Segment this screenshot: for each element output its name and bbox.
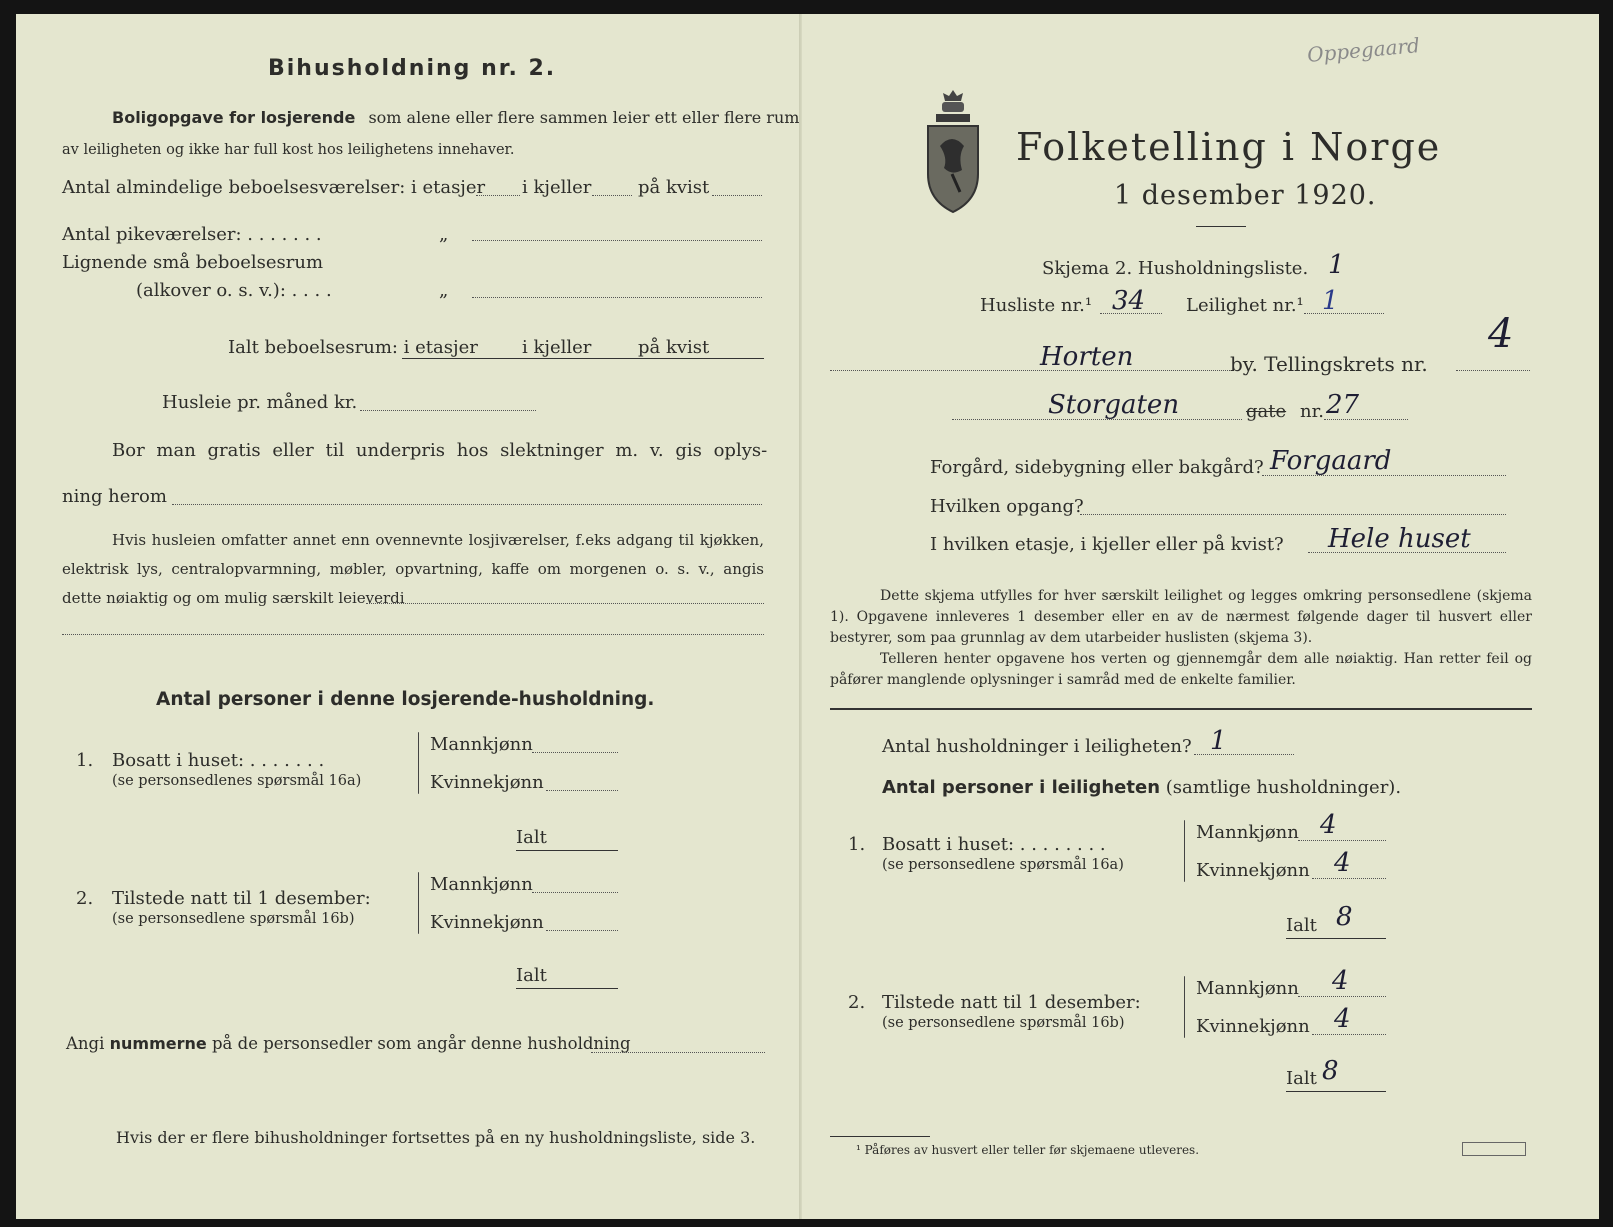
q1-ialt-field[interactable] — [1286, 938, 1386, 939]
angi-field[interactable] — [591, 1052, 765, 1053]
q2-sub: (se personsedlene spørsmål 16b) — [882, 1015, 1125, 1031]
q2-num: 2. — [848, 992, 866, 1013]
leilighet-label: Leilighet nr.¹ — [1186, 295, 1304, 316]
q1-kvinne-label: Kvinnekjønn — [1196, 860, 1310, 881]
q1-mann-label: Mannkjønn — [430, 734, 533, 755]
q1-mann-field[interactable] — [1298, 840, 1386, 841]
krets-field[interactable] — [1456, 370, 1530, 371]
q1-mann-value: 4 — [1320, 810, 1337, 840]
bor-line1: Bor man gratis eller til underpris hos slektninger m. v. gis oplys- — [112, 440, 768, 461]
pike-label: Antal pikeværelser: . . . . . . . — [62, 224, 322, 245]
census-date: 1 desember 1920. — [1114, 180, 1377, 211]
q1-brace — [1184, 820, 1185, 882]
q2-mann-value: 4 — [1332, 966, 1349, 996]
ialt-rooms-label: Ialt beboelsesrum: i etasjer — [228, 337, 478, 358]
main-title: Folketelling i Norge — [1016, 125, 1442, 169]
q1-sub: (se personsedlene spørsmål 16a) — [882, 857, 1124, 873]
q1-num: 1. — [848, 834, 866, 855]
q1-ialt-field[interactable] — [516, 850, 618, 851]
q2-mann-label: Mannkjønn — [430, 874, 533, 895]
antal-line: Antal personer i leiligheten (samtlige husholdninger). — [882, 777, 1402, 798]
info-paragraph-2: Telleren henter opgavene hos verten og gjennemgår dem alle nøiaktig. Han retter feil og påfører manglende oplysninger i samråd med de enkelte familier. — [830, 651, 1532, 688]
q2-kvinne-label: Kvinnekjønn — [430, 912, 544, 933]
husholdninger-field[interactable] — [1194, 754, 1294, 755]
hvis-field-2[interactable] — [62, 634, 764, 635]
leilighet-field[interactable] — [1304, 313, 1384, 314]
corner-pencil-note: Oppegaard — [1306, 33, 1421, 67]
info-paragraph-1: Dette skjema utfylles for hver særskilt leilighet og legges omkring personsedlene (skjema 1). Opgavene innleveres 1 desember eller en av de nærmest følgende dager til husvert eller bestyrer, som paa grunnlag av dem utarbeider huslisten (skjema 3). — [830, 588, 1532, 646]
forgaard-value: Forgaard — [1270, 446, 1392, 476]
lignende-label: Lignende små beboelsesrum — [62, 252, 324, 273]
ditto-mark: „ — [439, 280, 449, 301]
intro-line1: Boligopgave for losjerende som alene eller flere sammen leier ett eller flere rum — [112, 108, 800, 127]
angi-line: Angi nummerne på de personsedler som angår denne husholdning — [66, 1034, 631, 1053]
q1-sub: (se personsedlenes spørsmål 16a) — [112, 773, 362, 789]
printer-stamp — [1462, 1142, 1526, 1156]
husleie-field[interactable] — [360, 410, 536, 411]
q2-kvinne-label: Kvinnekjønn — [1196, 1016, 1310, 1037]
rooms-kjeller-label: i kjeller — [522, 177, 592, 198]
q1-kvinne-value: 4 — [1334, 848, 1351, 878]
by-value: Horten — [1040, 342, 1134, 372]
ialt-kjeller-label: i kjeller — [522, 337, 592, 358]
q1-num: 1. — [76, 750, 94, 771]
q2-mann-label: Mannkjønn — [1196, 978, 1299, 999]
q1-kvinne-field[interactable] — [1312, 878, 1386, 879]
q2-kvinne-field[interactable] — [1312, 1034, 1386, 1035]
etasje-label: I hvilken etasje, i kjeller eller på kvist? — [930, 534, 1284, 555]
ialt-rooms-underline — [402, 358, 764, 359]
krets-value: 4 — [1488, 311, 1514, 357]
q2-label: Tilstede natt til 1 desember: — [112, 888, 371, 909]
q2-mann-field[interactable] — [532, 892, 618, 893]
q2-label: Tilstede natt til 1 desember: — [882, 992, 1141, 1013]
q2-kvinne-value: 4 — [1334, 1004, 1351, 1034]
husholdninger-label: Antal husholdninger i leiligheten? — [882, 736, 1192, 757]
husliste-label: Husliste nr.¹ — [980, 295, 1093, 316]
q2-brace — [1184, 976, 1185, 1038]
alkover-label: (alkover o. s. v.): . . . . — [136, 280, 332, 301]
ialt-kvist-label: på kvist — [638, 337, 710, 358]
ditto-mark: „ — [439, 224, 449, 245]
left-page — [16, 14, 802, 1219]
rooms-etasjer-field[interactable] — [476, 195, 520, 196]
by-field[interactable] — [830, 370, 1230, 371]
info-rule — [830, 708, 1532, 710]
q2-kvinne-field[interactable] — [546, 930, 618, 931]
etasje-value: Hele huset — [1328, 524, 1471, 554]
hvis-field[interactable] — [366, 603, 764, 604]
rooms-kvist-label: på kvist — [638, 177, 710, 198]
skjema-label: Skjema 2. Husholdningsliste. — [1042, 258, 1309, 279]
title-rule — [1196, 226, 1246, 227]
opgang-field[interactable] — [1080, 514, 1506, 515]
right-page — [802, 14, 1599, 1219]
nr-value: 27 — [1326, 390, 1360, 420]
antal-heading: Antal personer i denne losjerende-husholdning. — [156, 689, 655, 710]
q2-ialt-label: Ialt — [1286, 1068, 1317, 1089]
husleie-label: Husleie pr. måned kr. — [162, 392, 358, 413]
q2-mann-field[interactable] — [1298, 996, 1386, 997]
q1-ialt-label: Ialt — [516, 827, 547, 848]
pike-field[interactable] — [472, 240, 762, 241]
by-label: by. Tellingskrets nr. — [1230, 352, 1428, 376]
q2-num: 2. — [76, 888, 94, 909]
q2-ialt-label: Ialt — [516, 965, 547, 986]
footnote: ¹ Påføres av husvert eller teller før skjemaene utleveres. — [856, 1143, 1200, 1157]
skjema-value: 1 — [1328, 250, 1345, 280]
q1-label: Bosatt i huset: . . . . . . . — [112, 750, 325, 771]
q1-kvinne-field[interactable] — [546, 790, 618, 791]
nr-label: nr. — [1300, 401, 1324, 422]
gate-value: Storgaten — [1048, 390, 1180, 420]
left-footer: Hvis der er flere bihusholdninger fortsettes på en ny husholdningsliste, side 3. — [116, 1128, 756, 1147]
q1-ialt-value: 8 — [1336, 902, 1353, 932]
rooms-kjeller-field[interactable] — [592, 195, 632, 196]
husholdninger-value: 1 — [1210, 726, 1227, 756]
q1-mann-field[interactable] — [532, 752, 618, 753]
q1-brace — [418, 732, 419, 794]
bor-field[interactable] — [172, 504, 762, 505]
intro-line2: av leiligheten og ikke har full kost hos leilighetens innehaver. — [62, 142, 515, 158]
q2-sub: (se personsedlene spørsmål 16b) — [112, 911, 355, 927]
bihusholdning-title: Bihusholdning nr. 2. — [268, 56, 557, 81]
q2-ialt-field[interactable] — [516, 988, 618, 989]
q1-ialt-label: Ialt — [1286, 915, 1317, 936]
q1-kvinne-label: Kvinnekjønn — [430, 772, 544, 793]
alkover-field[interactable] — [472, 297, 762, 298]
rooms-kvist-field[interactable] — [712, 195, 762, 196]
q2-ialt-field[interactable] — [1286, 1091, 1386, 1092]
hvis-paragraph: Hvis husleien omfatter annet enn ovennevnte losjiværelser, f.eks adgang til kjøkken, elektrisk lys, centralopvarmning, møbler, opvartning, kaffe om morgenen o. s. v., angis dette nøiaktig og om mulig særskilt leieverdi — [62, 531, 764, 607]
q2-brace — [418, 872, 419, 934]
q2-ialt-value: 8 — [1322, 1056, 1339, 1086]
q1-label: Bosatt i huset: . . . . . . . . — [882, 834, 1106, 855]
rooms-label: Antal almindelige beboelsesværelser: i etasjer — [62, 177, 486, 198]
gate-label: gate — [1246, 401, 1287, 422]
husliste-value: 34 — [1112, 286, 1146, 316]
leilighet-value: 1 — [1322, 286, 1339, 316]
coat-of-arms-icon — [922, 86, 984, 216]
forgaard-label: Forgård, sidebygning eller bakgård? — [930, 457, 1264, 478]
footnote-rule — [830, 1136, 930, 1137]
q1-mann-label: Mannkjønn — [1196, 822, 1299, 843]
bor-line2: ning herom — [62, 486, 167, 507]
opgang-label: Hvilken opgang? — [930, 496, 1084, 517]
